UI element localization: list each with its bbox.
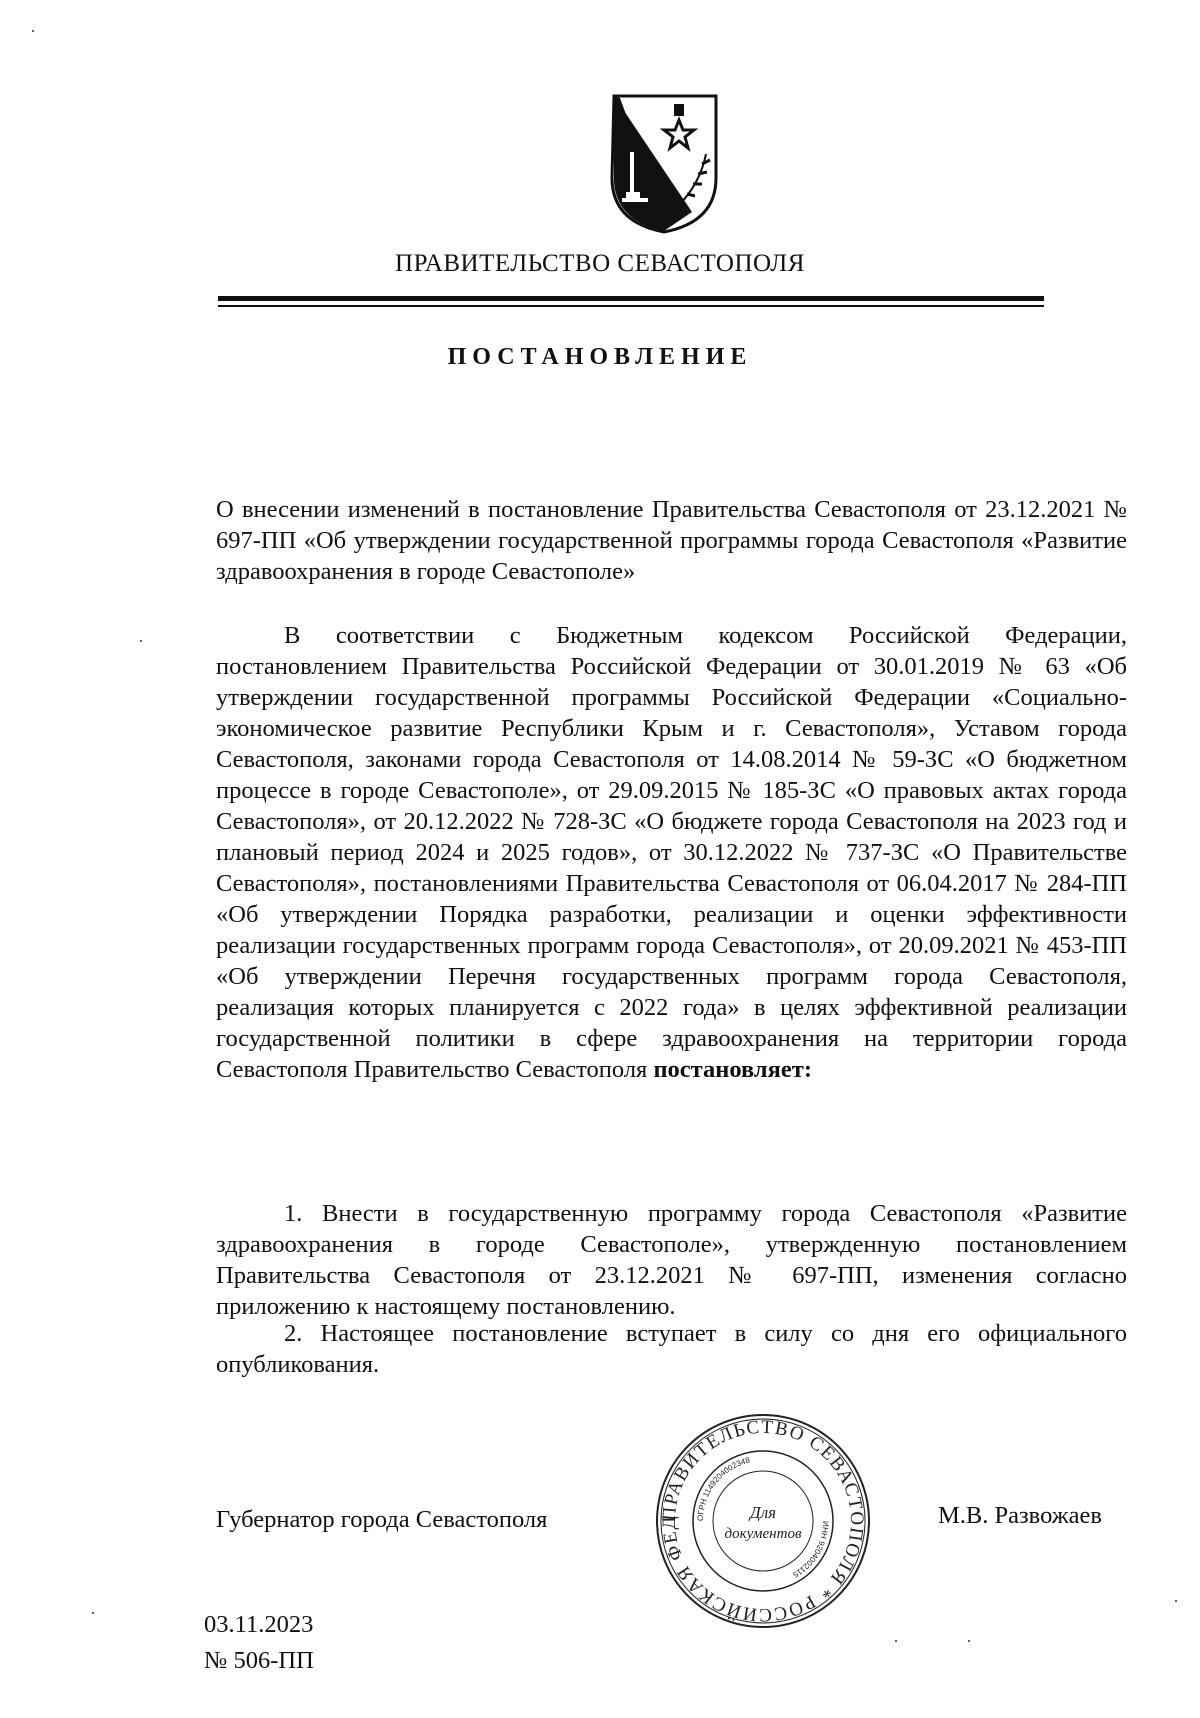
- seal-outer-text: ПРАВИТЕЛЬСТВО СЕВАСТОПОЛЯ * РОССИЙСКАЯ ФЕД: [658, 1416, 868, 1626]
- preamble-paragraph: [216, 620, 1127, 1085]
- scan-speck: [92, 1612, 94, 1614]
- scan-speck: [895, 1640, 897, 1642]
- scan-speck: [968, 1640, 970, 1642]
- seal-ogrn: ОГРН 1149204002348: [695, 1455, 751, 1522]
- document-subject: О внесении изменений в постановление Правительства Севастополя от 23.12.2021 № 697-ПП «Об утверждении государственной программы города Севастополя «Развитие здравоохранения в городе Севастополе»: [216, 496, 1127, 585]
- signer-name: М.В. Развожаев: [938, 1502, 1102, 1529]
- document-number: № 506-ПП: [204, 1647, 314, 1674]
- preamble-bold-tail: постановляет:: [653, 1056, 812, 1083]
- signer-title: Губернатор города Севастополя: [216, 1506, 548, 1533]
- scan-speck: [1175, 1600, 1177, 1602]
- scan-speck: [32, 30, 34, 32]
- preamble-text: В соответствии с Бюджетным кодексом Российской Федерации, постановлением Правительства Российской Федерации от 30.01.2019 № 63 «Об утверждении государственной программы Российской Федерации «Социально-экономическое развитие Республики Крым и г. Севастополя», Уставом города Севастополя, законами города Севастополя от 14.08.2014 № 59-ЗС «О бюджетном процессе в городе Севастополе», от 29.09.2015 № 185-ЗС «О правовых актах города Севастополя», от 20.12.2022 № 728-ЗС «О бюджете города Севастополя на 2023 год и плановый период 2024 и 2025 годов», от 30.12.2022 № 737-ЗС «О Правительстве Севастополя», постановлениями Правительства Севастополя от 06.04.2017 № 284-ПП «Об утверждении Порядка разработки, реализации и оценки эффективности реализации государственных программ города Севастополя», от 20.09.2021 № 453-ПП «Об утверждении Перечня государственных программ города Севастополя, реализация которых планируется с 2022 года» в целях эффективной реализации государственной политики в сфере здравоохранения на территории города Севастополя Правительство Севастополя: [216, 622, 1127, 1083]
- header-rule-thin: [218, 305, 1044, 307]
- organization-title: ПРАВИТЕЛЬСТВО СЕВАСТОПОЛЯ: [395, 250, 805, 277]
- official-seal: [652, 1410, 874, 1632]
- header-rule-thick: [218, 296, 1044, 301]
- seal-inner-line-2: документов: [724, 1526, 802, 1542]
- resolution-item: 1. Внести в государственную программу города Севастополя «Развитие здравоохранения в городе Севастополе», утвержденную постановлением Правительства Севастополя от 23.12.2021 № 697-ПП, изменения согласно приложению к настоящему постановлению.: [216, 1200, 1127, 1320]
- document-date: 03.11.2023: [204, 1611, 314, 1638]
- document-type-title: ПОСТАНОВЛЕНИЕ: [447, 344, 753, 370]
- seal-inn: ИНН 9204002115: [791, 1520, 831, 1580]
- scan-speck: [140, 640, 142, 642]
- svg-text:ОГРН 1149204002348: [696, 1455, 751, 1521]
- resolution-item: 2. Настоящее постановление вступает в силу со дня его официального опубликования.: [216, 1320, 1127, 1378]
- seal-inner-line-1: Для: [749, 1503, 777, 1522]
- sevastopol-coat-of-arms-icon: [608, 94, 720, 234]
